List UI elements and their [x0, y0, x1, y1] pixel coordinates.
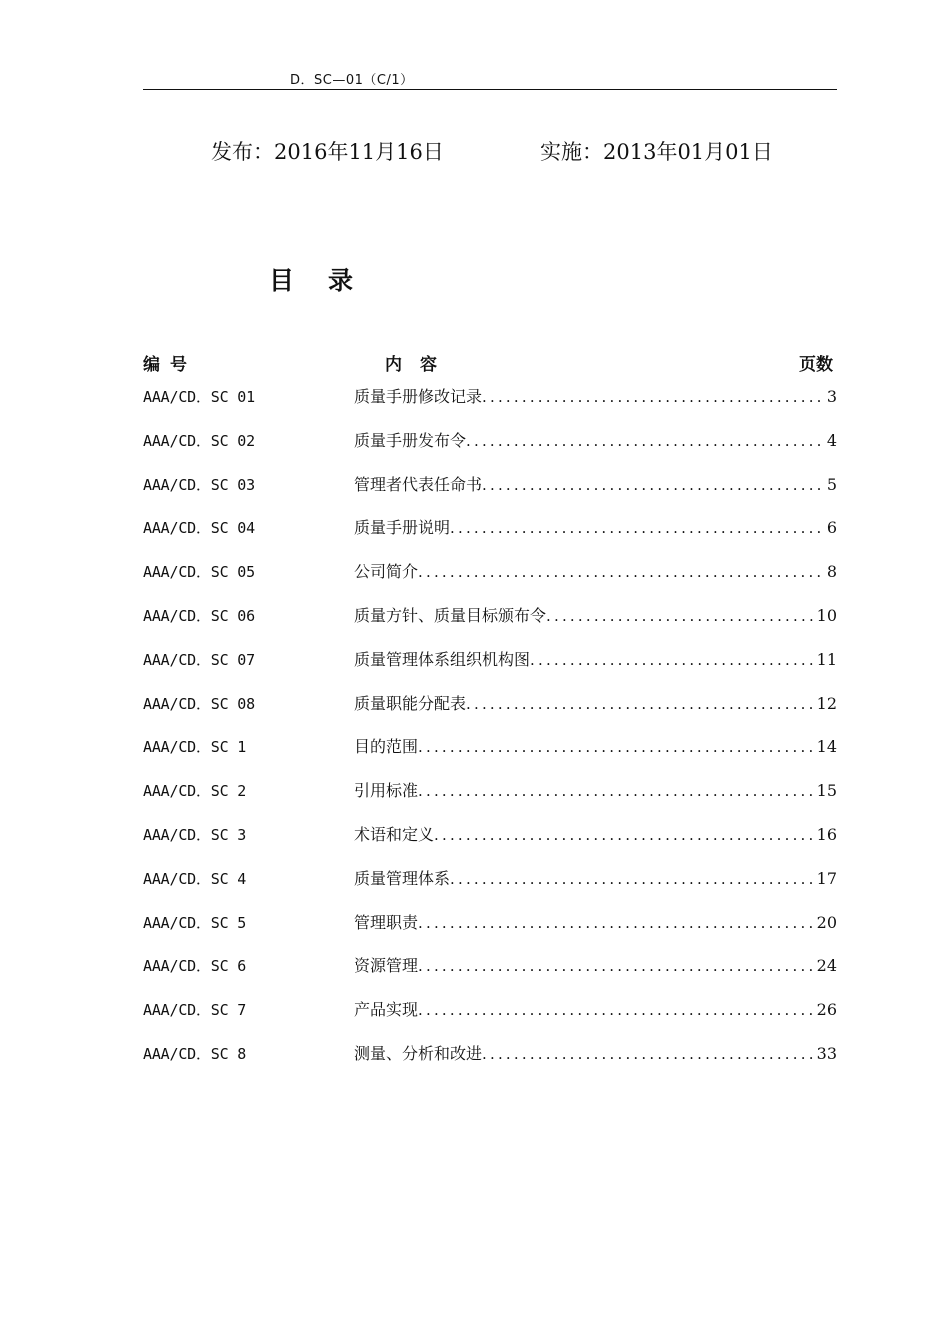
toc-row[interactable] [143, 605, 837, 627]
toc-row-entry [354, 824, 837, 846]
toc-row-leader [418, 955, 815, 977]
publish-date: 发布：2016年11月16日 [211, 140, 444, 164]
toc-row-leader [482, 386, 825, 408]
toc-row-entry [354, 780, 837, 802]
toc-row-leader [466, 430, 825, 452]
toc-row-title: 质量管理体系 [354, 868, 451, 888]
toc-row-code: AAA/CD．SC 08 [143, 694, 255, 713]
toc-row-code: AAA/CD．SC 8 [143, 1045, 247, 1063]
toc-row-page: 12 [816, 693, 837, 713]
toc-row-entry [354, 999, 837, 1021]
header-rule [143, 89, 837, 90]
toc-row-title: 质量手册发布令 [354, 430, 467, 450]
toc-row-code: AAA/CD．SC 05 [143, 563, 255, 582]
toc-row-code: AAA/CD．SC 01 [143, 388, 255, 406]
toc-title: 目录 [269, 266, 388, 295]
toc-row-leader [418, 561, 825, 583]
toc-row[interactable] [143, 430, 837, 452]
toc-row-title: 管理者代表任命书 [354, 474, 483, 494]
toc-row-page: 17 [816, 868, 837, 888]
toc-row[interactable] [143, 693, 837, 715]
toc-row-entry [354, 736, 837, 758]
toc-row-entry [354, 561, 837, 583]
toc-row-code: AAA/CD．SC 2 [143, 782, 247, 801]
toc-row-leader [434, 824, 815, 846]
toc-row[interactable] [143, 561, 837, 583]
toc-row-entry [354, 649, 837, 671]
toc-row-entry [354, 1043, 837, 1065]
toc-row-page: 6 [826, 518, 837, 538]
toc-row-title: 产品实现 [354, 1000, 419, 1020]
toc-row-code: AAA/CD．SC 03 [143, 475, 255, 494]
toc-row-title: 质量手册说明 [354, 518, 451, 538]
toc-row-page: 8 [826, 562, 837, 582]
toc-row[interactable] [143, 386, 837, 408]
toc-row-entry [354, 517, 837, 539]
toc-row-page: 10 [816, 606, 837, 625]
toc-row-leader [466, 693, 815, 715]
toc-row-title: 质量手册修改记录 [354, 387, 483, 406]
toc-row-title: 测量、分析和改进 [354, 1044, 483, 1063]
toc-row-page: 14 [816, 737, 837, 757]
toc-row[interactable] [143, 868, 837, 890]
toc-row-code: AAA/CD．SC 3 [143, 826, 247, 844]
toc-row-page: 3 [826, 387, 837, 406]
toc-row-code: AAA/CD．SC 06 [143, 607, 255, 625]
toc-row-page: 11 [816, 649, 837, 669]
toc-row-code: AAA/CD．SC 1 [143, 738, 247, 757]
toc-row-title: 质量方针、质量目标颁布令 [354, 606, 547, 625]
toc-row[interactable] [143, 517, 837, 539]
toc-row-leader [530, 649, 815, 671]
toc-row[interactable] [143, 649, 837, 671]
column-header-pages: 页数 [799, 355, 833, 375]
toc-row[interactable] [143, 474, 837, 496]
toc-row-title: 引用标准 [354, 781, 419, 801]
toc-row-title: 管理职责 [354, 912, 419, 932]
toc-row-page: 4 [826, 430, 837, 450]
toc-row-leader [482, 474, 825, 496]
toc-row-code: AAA/CD．SC 7 [143, 1001, 247, 1020]
effective-date: 实施：2013年01月01日 [540, 140, 773, 164]
toc-row-entry [354, 474, 837, 496]
toc-row-page: 15 [816, 781, 837, 801]
toc-row-code: AAA/CD．SC 04 [143, 519, 255, 538]
toc-row-title: 目的范围 [354, 737, 419, 757]
toc-row-code: AAA/CD．SC 02 [143, 431, 255, 450]
toc-row-leader [450, 517, 825, 539]
toc-row-leader [418, 999, 815, 1021]
toc-row-leader [482, 1043, 815, 1065]
toc-row-title: 公司简介 [354, 562, 419, 582]
toc-row-leader [418, 780, 815, 802]
toc-row-entry [354, 912, 837, 934]
toc-row-entry [354, 605, 837, 627]
toc-row[interactable] [143, 736, 837, 758]
toc-row-entry [354, 693, 837, 715]
toc-row[interactable] [143, 1043, 837, 1065]
toc-row[interactable] [143, 999, 837, 1021]
toc-row-code: AAA/CD．SC 4 [143, 869, 247, 888]
toc-row-page: 16 [816, 825, 837, 844]
toc-row[interactable] [143, 780, 837, 802]
toc-row-title: 质量管理体系组织机构图 [354, 649, 531, 669]
toc-row-leader [450, 868, 815, 890]
toc-row-entry [354, 955, 837, 977]
toc-row-entry [354, 386, 837, 408]
toc-row-leader [418, 912, 815, 934]
toc-row[interactable] [143, 955, 837, 977]
toc-row-title: 资源管理 [354, 956, 419, 976]
toc-row-page: 20 [816, 912, 837, 932]
toc-row-code: AAA/CD．SC 6 [143, 957, 247, 976]
toc-row-page: 5 [826, 474, 837, 494]
toc-row-entry [354, 868, 837, 890]
document-code: D．SC—01（C/1） [290, 73, 414, 88]
toc-row[interactable] [143, 824, 837, 846]
toc-row-code: AAA/CD．SC 07 [143, 650, 255, 669]
toc-row-leader [418, 736, 815, 758]
toc-row[interactable] [143, 912, 837, 934]
column-header-code: 编号 [143, 355, 197, 375]
toc-row-entry [354, 430, 837, 452]
toc-row-page: 26 [816, 1000, 837, 1020]
toc-row-title: 术语和定义 [354, 825, 435, 844]
toc-row-page: 24 [816, 956, 837, 976]
toc-row-code: AAA/CD．SC 5 [143, 913, 247, 932]
column-header-content: 内容 [385, 355, 455, 375]
toc-row-page: 33 [816, 1044, 837, 1063]
toc-row-title: 质量职能分配表 [354, 693, 467, 713]
toc-row-leader [546, 605, 815, 627]
